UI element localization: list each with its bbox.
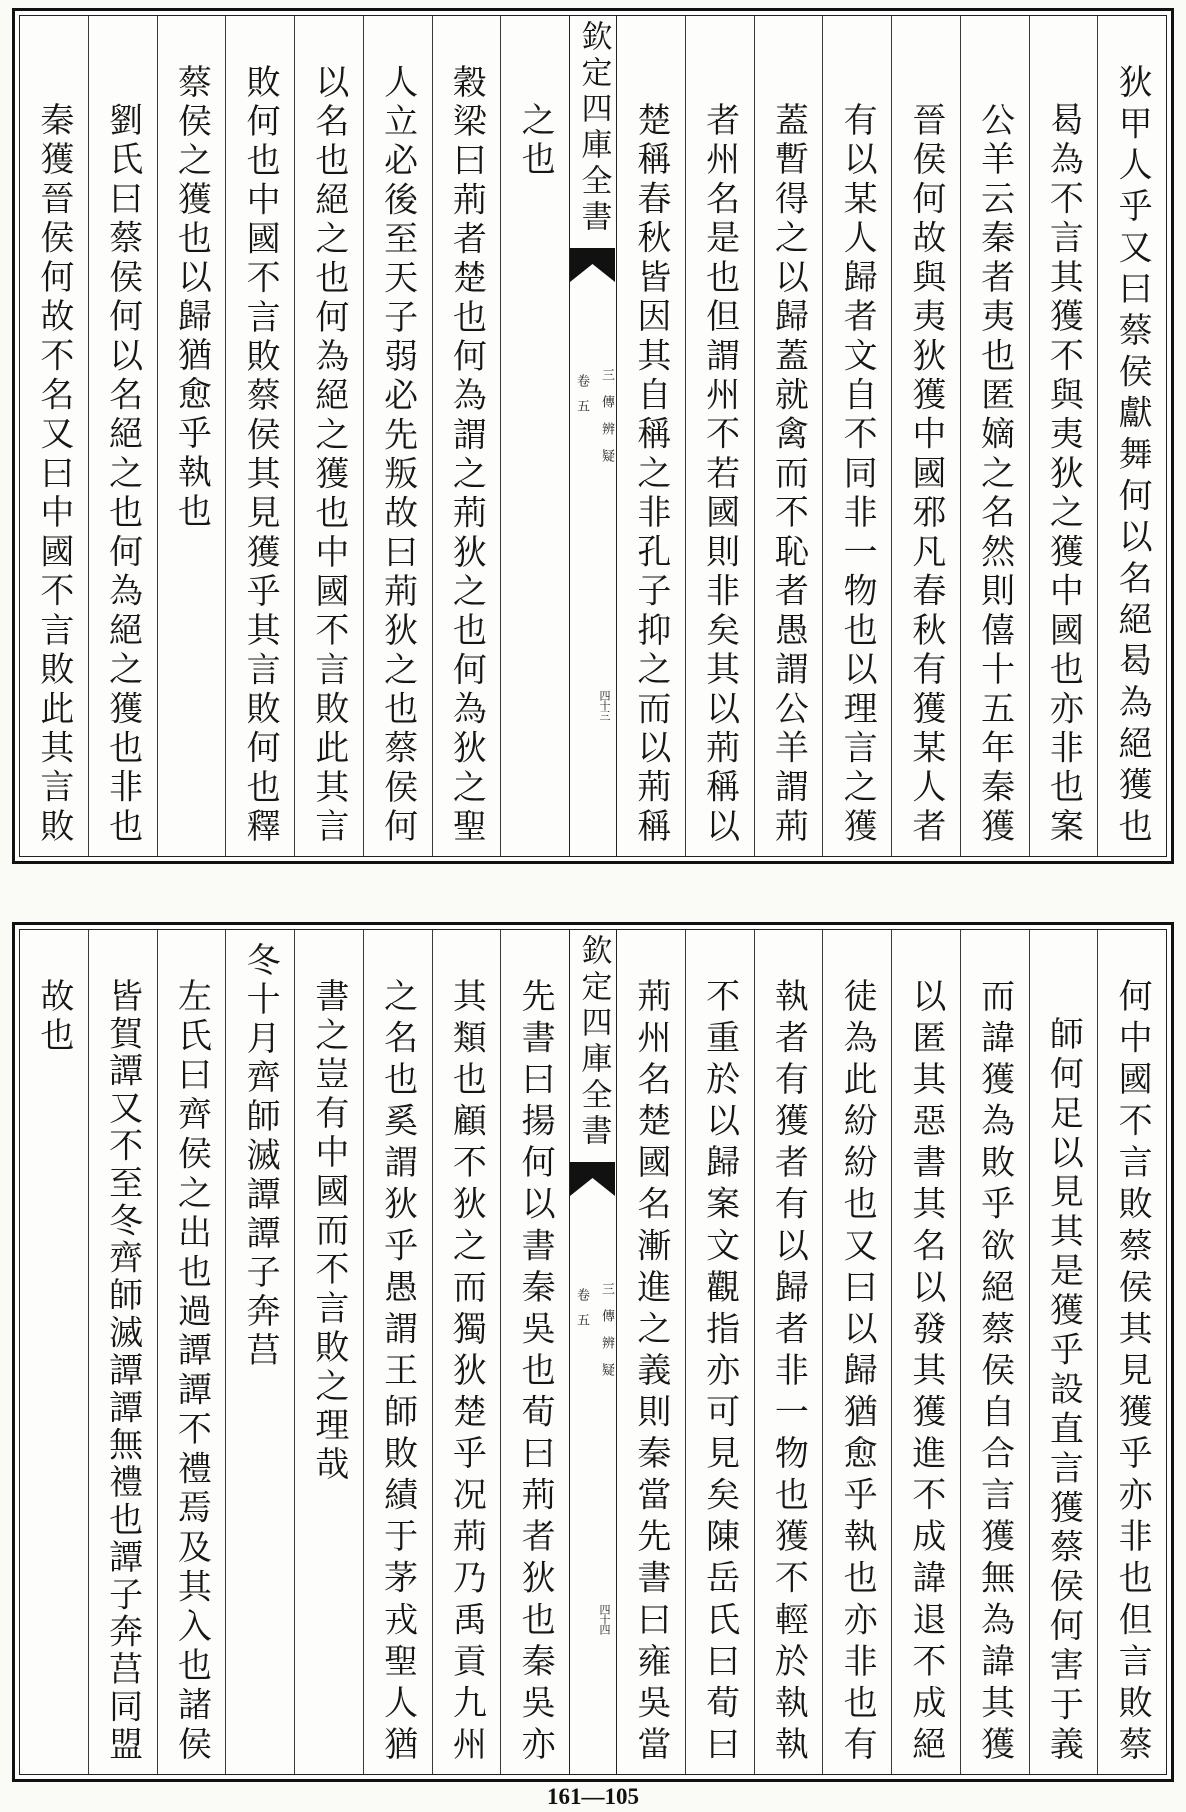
text-column <box>500 930 569 1774</box>
text-column <box>500 16 569 856</box>
left-half-page <box>20 16 569 856</box>
column-text: 蔡侯之獲也以歸猶愈乎執也 <box>171 64 212 532</box>
column-text: 而諱獲為敗乎欲絕蔡侯自合言獲無為諱其獲 <box>974 978 1015 1768</box>
column-text: 秦獲晉侯何故不名又曰中國不言敗此其言敗 <box>33 102 74 848</box>
text-column <box>20 930 88 1774</box>
column-text: 者州名是也但謂州不若國則非矣其以荊稱以 <box>699 102 740 848</box>
fishtail-mark <box>570 1162 615 1196</box>
text-column <box>822 930 891 1774</box>
text-column <box>685 16 754 856</box>
column-text: 之名也奚謂狄乎愚謂王師敗績于茅戎聖人猶 <box>377 978 418 1768</box>
text-column <box>960 16 1029 856</box>
text-column <box>960 930 1029 1774</box>
column-text: 荊州名楚國名漸進之義則秦當先書曰雍吳當 <box>630 978 671 1768</box>
center-ribbon <box>569 16 617 856</box>
column-text: 晉侯何故與夷狄獲中國邪凡春秋有獲某人者 <box>905 102 946 848</box>
column-text: 書之豈有中國而不言敗之理哉 <box>308 978 349 1485</box>
column-text: 皆賀譚又不至冬齊師滅譚譚無禮也譚子奔莒同盟 <box>102 978 143 1764</box>
text-column <box>432 930 501 1774</box>
column-text: 左氏曰齊侯之出也過譚譚不禮焉及其入也諸侯 <box>171 978 212 1766</box>
text-column <box>617 930 685 1774</box>
column-text: 不重於以歸案文觀指亦可見矣陳岳氏曰荀曰 <box>699 978 740 1768</box>
text-column <box>685 930 754 1774</box>
column-text: 劉氏曰蔡侯何以名絕之也何為絕之獲也非也 <box>102 102 143 848</box>
ribbon-book-title: 三傳辨疑 <box>599 368 614 476</box>
center-ribbon <box>569 930 617 1774</box>
column-text: 之也 <box>515 102 556 180</box>
column-text: 何中國不言敗蔡侯其見獲乎亦非也但言敗蔡 <box>1112 978 1153 1768</box>
text-column <box>1097 930 1166 1774</box>
right-half-page <box>617 930 1166 1774</box>
column-text: 以名也絕之也何為絕之獲也中國不言敗此其言 <box>308 64 349 848</box>
column-text: 公羊云秦者夷也匿嫡之名然則僖十五年秦獲 <box>974 102 1015 848</box>
text-column <box>432 16 501 856</box>
text-column <box>157 930 226 1774</box>
column-text: 其類也顧不狄之而獨狄楚乎况荊乃禹貢九州 <box>446 978 487 1768</box>
text-column <box>1029 16 1098 856</box>
text-column <box>363 16 432 856</box>
text-column <box>20 16 88 856</box>
text-column <box>754 16 823 856</box>
folio-frame <box>19 15 1167 857</box>
fishtail-mark <box>570 248 615 282</box>
column-text: 徒為此紛紛也又曰以歸猶愈乎執也亦非也有 <box>837 978 878 1768</box>
ribbon-title: 欽定四庫全書 <box>575 934 612 1150</box>
column-text: 冬十月齊師滅譚譚子奔莒 <box>240 942 281 1371</box>
ribbon-volume: 卷五 <box>574 374 589 424</box>
folio-panel-bottom <box>12 922 1174 1782</box>
ribbon-folio-number: 四十三 <box>598 690 611 720</box>
column-text: 先書曰揚何以書秦吳也荀曰荊者狄也秦吳亦 <box>515 978 556 1768</box>
ribbon-book-title: 三傳辨疑 <box>599 1282 614 1390</box>
text-column <box>1097 16 1166 856</box>
text-column <box>822 16 891 856</box>
column-text: 曷為不言其獲不與夷狄之獲中國也亦非也案 <box>1043 102 1084 848</box>
column-text: 故也 <box>33 978 74 1056</box>
text-column <box>294 930 363 1774</box>
column-text: 穀梁曰荊者楚也何為謂之荊狄之也何為狄之聖 <box>446 64 487 848</box>
text-column <box>294 16 363 856</box>
left-half-page <box>20 930 569 1774</box>
text-column <box>363 930 432 1774</box>
page-number: 161—105 <box>547 1784 639 1809</box>
text-column <box>225 16 294 856</box>
text-column <box>891 16 960 856</box>
ribbon-title: 欽定四庫全書 <box>575 20 612 236</box>
text-column-main <box>225 930 294 1774</box>
text-column <box>617 16 685 856</box>
column-text: 執者有獲者有以歸者非一物也獲不輕於執執 <box>768 978 809 1768</box>
text-column <box>88 930 157 1774</box>
column-text: 以匿其惡書其名以發其獲進不成諱退不成絕 <box>905 978 946 1768</box>
ribbon-volume: 卷五 <box>574 1288 589 1338</box>
right-half-page <box>617 16 1166 856</box>
column-text: 師何足以見其是獲乎設直言獲蔡侯何害于義 <box>1043 1016 1084 1766</box>
text-column <box>157 16 226 856</box>
folio-panel-top <box>12 8 1174 864</box>
column-text: 有以某人歸者文自不同非一物也以理言之獲 <box>837 102 878 848</box>
text-column <box>891 930 960 1774</box>
folio-frame <box>19 929 1167 1775</box>
column-text: 蓋暫得之以歸蓋就禽而不恥者愚謂公羊謂荊 <box>768 102 809 848</box>
column-text: 敗何也中國不言敗蔡侯其見獲乎其言敗何也釋 <box>240 64 281 848</box>
column-text: 楚稱春秋皆因其自稱之非孔子抑之而以荊稱 <box>630 102 671 848</box>
column-text: 狄甲人乎又曰蔡侯獻舞何以名絕曷為絕獲也 <box>1112 64 1153 850</box>
text-column <box>88 16 157 856</box>
text-column <box>754 930 823 1774</box>
ribbon-folio-number: 四十四 <box>598 1604 611 1634</box>
column-text: 人立必後至天子弱必先叛故曰荊狄之也蔡侯何 <box>377 64 418 848</box>
text-column <box>1029 930 1098 1774</box>
